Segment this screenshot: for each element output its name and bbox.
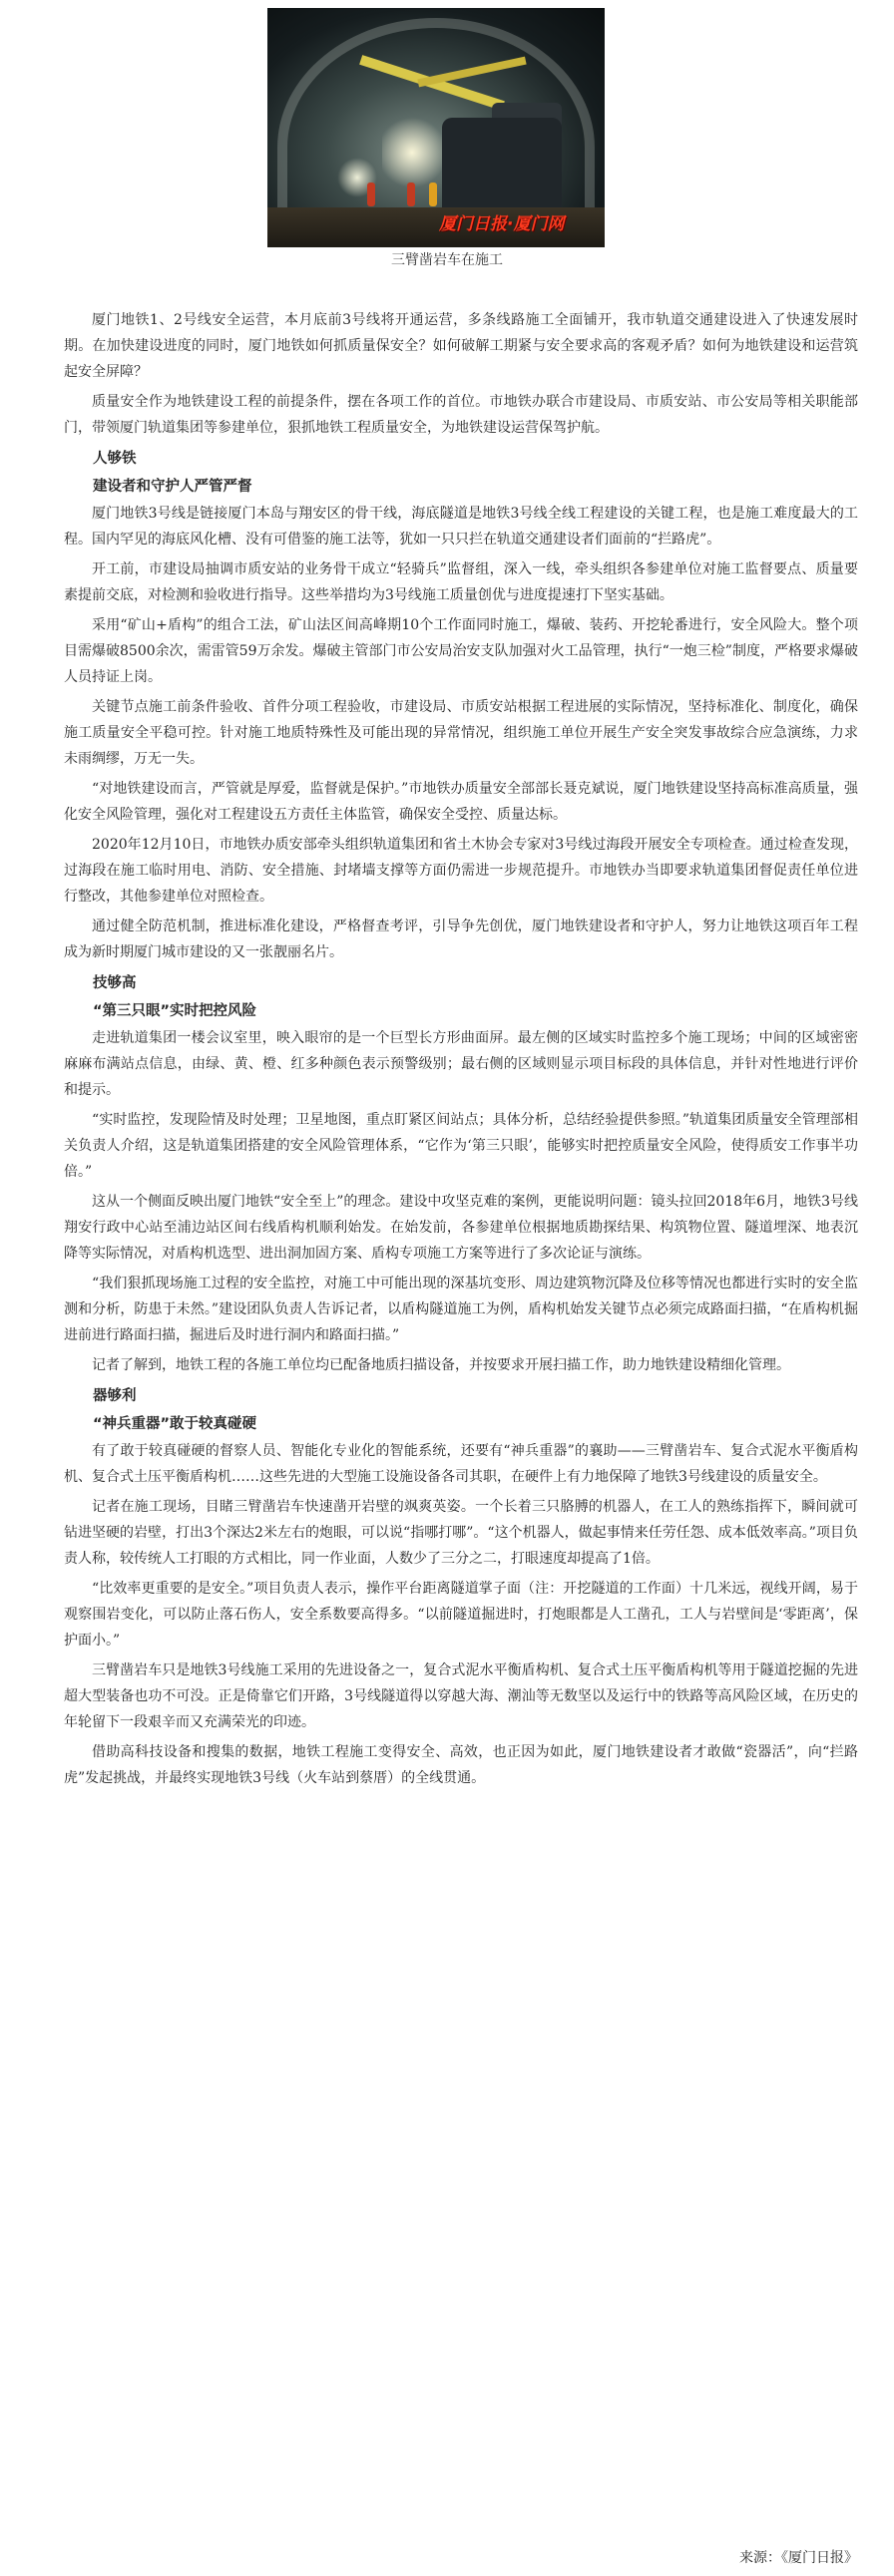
intro-paragraph: 厦门地铁1、2号线安全运营，本月底前3号线将开通运营，多条线路施工全面铺开，我市轨道交通建设进入了快速发展时期。在加快建设进度的同时，厦门地铁如何抓质量保安全？如何破解工期紧与安全要求高的客观矛盾？如何为地铁建设和运营筑起安全屏障？ [64,312,858,380]
section-title: 器够利 [93,1388,137,1404]
intro-paragraph: 质量安全作为地铁建设工程的前提条件，摆在各项工作的首位。市地铁办联合市建设局、市质安站、市公安局等相关职能部门，带领厦门轨道集团等参建单位，狠抓地铁工程质量安全，为地铁建设运营保驾护航。 [64,394,858,436]
section-subtitle: “第三只眼”实时把控风险 [93,1003,257,1019]
photo-caption: 三臂凿岩车在施工 [391,252,503,268]
worker [367,183,375,206]
body-paragraph: “我们狠抓现场施工过程的安全监控，对施工中可能出现的深基坑变形、周边建筑物沉降及位移等情况也都进行实时的安全监测和分析，防患于未然。”建设团队负责人告诉记者，以盾构隧道施工为例，盾构机始发关键节点必须完成路面扫描，“在盾构机掘进前进行路面扫描，掘进后及时进行洞内和路面扫描。” [64,1276,858,1343]
article-source: 来源：《厦门日报》 [739,2550,858,2566]
body-paragraph: 有了敢于较真碰硬的督察人员、智能化专业化的智能系统，还要有“神兵重器”的襄助——三臂凿岩车、复合式泥水平衡盾构机、复合式土压平衡盾构机……这些先进的大型施工设施设备各司其职，在硬件上有力地保障了地铁3号线建设的质量安全。 [64,1443,858,1485]
body-paragraph: 开工前，市建设局抽调市质安站的业务骨干成立“轻骑兵”监督组，深入一线，牵头组织各参建单位对施工监督要点、质量要素提前交底，对检测和验收进行指导。这些举措均为3号线施工质量创优与进度提速打下坚实基础。 [64,561,858,603]
body-paragraph: “实时监控，发现险情及时处理；卫星地图，重点盯紧区间站点；具体分析，总结经验提供参照。”轨道集团质量安全管理部相关负责人介绍，这是轨道集团搭建的安全风险管理体系，“它作为‘第三只眼’，能够实时把控质量安全风险，使得质安工作事半功倍。” [64,1112,858,1180]
body-paragraph: 关键节点施工前条件验收、首件分项工程验收，市建设局、市质安站根据工程进展的实际情况，坚持标准化、制度化，确保施工质量安全平稳可控。针对施工地质特殊性及可能出现的异常情况，组织施工单位开展生产安全突发事故综合应急演练，力求未雨绸缪，万无一失。 [64,699,858,767]
body-paragraph: 厦门地铁3号线是链接厦门本岛与翔安区的骨干线，海底隧道是地铁3号线全线工程建设的关键工程，也是施工难度最大的工程。国内罕见的海底风化槽、没有可借鉴的施工法等，犹如一只只拦在轨道交通建设者们面前的“拦路虎”。 [64,506,858,548]
section-subtitle: “神兵重器”敢于较真碰硬 [93,1416,257,1432]
body-paragraph: “比效率更重要的是安全。”项目负责人表示，操作平台距离隧道掌子面（注：开挖隧道的工作面）十几米远，视线开阔，易于观察围岩变化，可以防止落石伤人，安全系数要高得多。“以前隧道掘进时，打炮眼都是人工凿孔，工人与岩壁间是‘零距离’，保护面小。” [64,1581,858,1649]
body-paragraph: 2020年12月10日，市地铁办质安部牵头组织轨道集团和省土木协会专家对3号线过海段开展安全专项检查。通过检查发现，过海段在施工临时用电、消防、安全措施、封堵墙支撑等方面仍需进一步规范提升。市地铁办当即要求轨道集团督促责任单位进行整改，其他参建单位对照检查。 [64,837,858,905]
body-paragraph: 三臂凿岩车只是地铁3号线施工采用的先进设备之一，复合式泥水平衡盾构机、复合式土压平衡盾构机等用于隧道挖掘的先进超大型装备也功不可没。正是倚靠它们开路，3号线隧道得以穿越大海、潮汕等无数坚以及运行中的铁路等高风险区域，在历史的年轮留下一段艰辛而又充满荣光的印迹。 [64,1662,858,1730]
article-body [64,307,858,1795]
body-paragraph: 走进轨道集团一楼会议室里，映入眼帘的是一个巨型长方形曲面屏。最左侧的区域实时监控多个施工现场；中间的区域密密麻麻布满站点信息，由绿、黄、橙、红多种颜色表示预警级别；最右侧的区域则显示项目标段的具体信息，并针对性地进行评价和提示。 [64,1030,858,1098]
section-title: 人够铁 [93,451,137,467]
body-paragraph: 采用“矿山+盾构”的组合工法，矿山法区间高峰期10个工作面同时施工，爆破、装药、开挖轮番进行，安全风险大。整个项目需爆破8500余次，需雷管59万余发。爆破主管部门市公安局治安支队加强对火工品管理，执行“一炮三检”制度，严格要求爆破人员持证上岗。 [64,617,858,685]
body-paragraph: 记者在施工现场，目睹三臂凿岩车快速凿开岩壁的飒爽英姿。一个长着三只胳膊的机器人，在工人的熟练指挥下，瞬间就可钻进坚硬的岩壁，打出3个深达2米左右的炮眼，可以说“指哪打哪”。“这个机器人，做起事情来任劳任怨、成本低效率高。”项目负责人称，较传统人工打眼的方式相比，同一作业面，人数少了三分之二，打眼速度却提高了1倍。 [64,1499,858,1567]
worker [429,183,437,206]
body-paragraph: 这从一个侧面反映出厦门地铁“安全至上”的理念。建设中攻坚克难的案例，更能说明问题：镜头拉回2018年6月，地铁3号线翔安行政中心站至浦边站区间右线盾构机顺利始发。在始发前，各参建单位根据地质勘探结果、构筑物位置、隧道埋深、地表沉降等实际情况，对盾构机选型、进出洞加固方案、盾构专项施工方案等进行了多次论证与演练。 [64,1194,858,1262]
body-paragraph: 借助高科技设备和搜集的数据，地铁工程施工变得安全、高效，也正因为如此，厦门地铁建设者才敢做“瓷器活”，向“拦路虎”发起挑战，并最终实现地铁3号线（火车站到蔡厝）的全线贯通。 [64,1744,858,1786]
section-subtitle: 建设者和守护人严管严督 [93,479,252,495]
body-paragraph: “对地铁建设而言，严管就是厚爱，监督就是保护。”市地铁办质量安全部部长聂克斌说，厦门地铁建设坚持高标准高质量，强化安全风险管理，强化对工程建设五方责任主体监管，确保安全受控、质量达标。 [64,781,858,823]
section-title: 技够高 [93,975,137,991]
worker [407,183,415,206]
work-light [382,113,442,192]
drill-rig-body [442,118,562,212]
body-paragraph: 通过健全防范机制，推进标准化建设，严格督查考评，引导争先创优，厦门地铁建设者和守护人，努力让地铁这项百年工程成为新时期厦门城市建设的又一张靓丽名片。 [64,919,858,960]
photo-watermark: 厦门日报·厦门网 [439,214,565,234]
body-paragraph: 记者了解到，地铁工程的各施工单位均已配备地质扫描设备，并按要求开展扫描工作，助力地铁建设精细化管理。 [92,1357,790,1373]
rock-drill-photo [267,8,605,247]
